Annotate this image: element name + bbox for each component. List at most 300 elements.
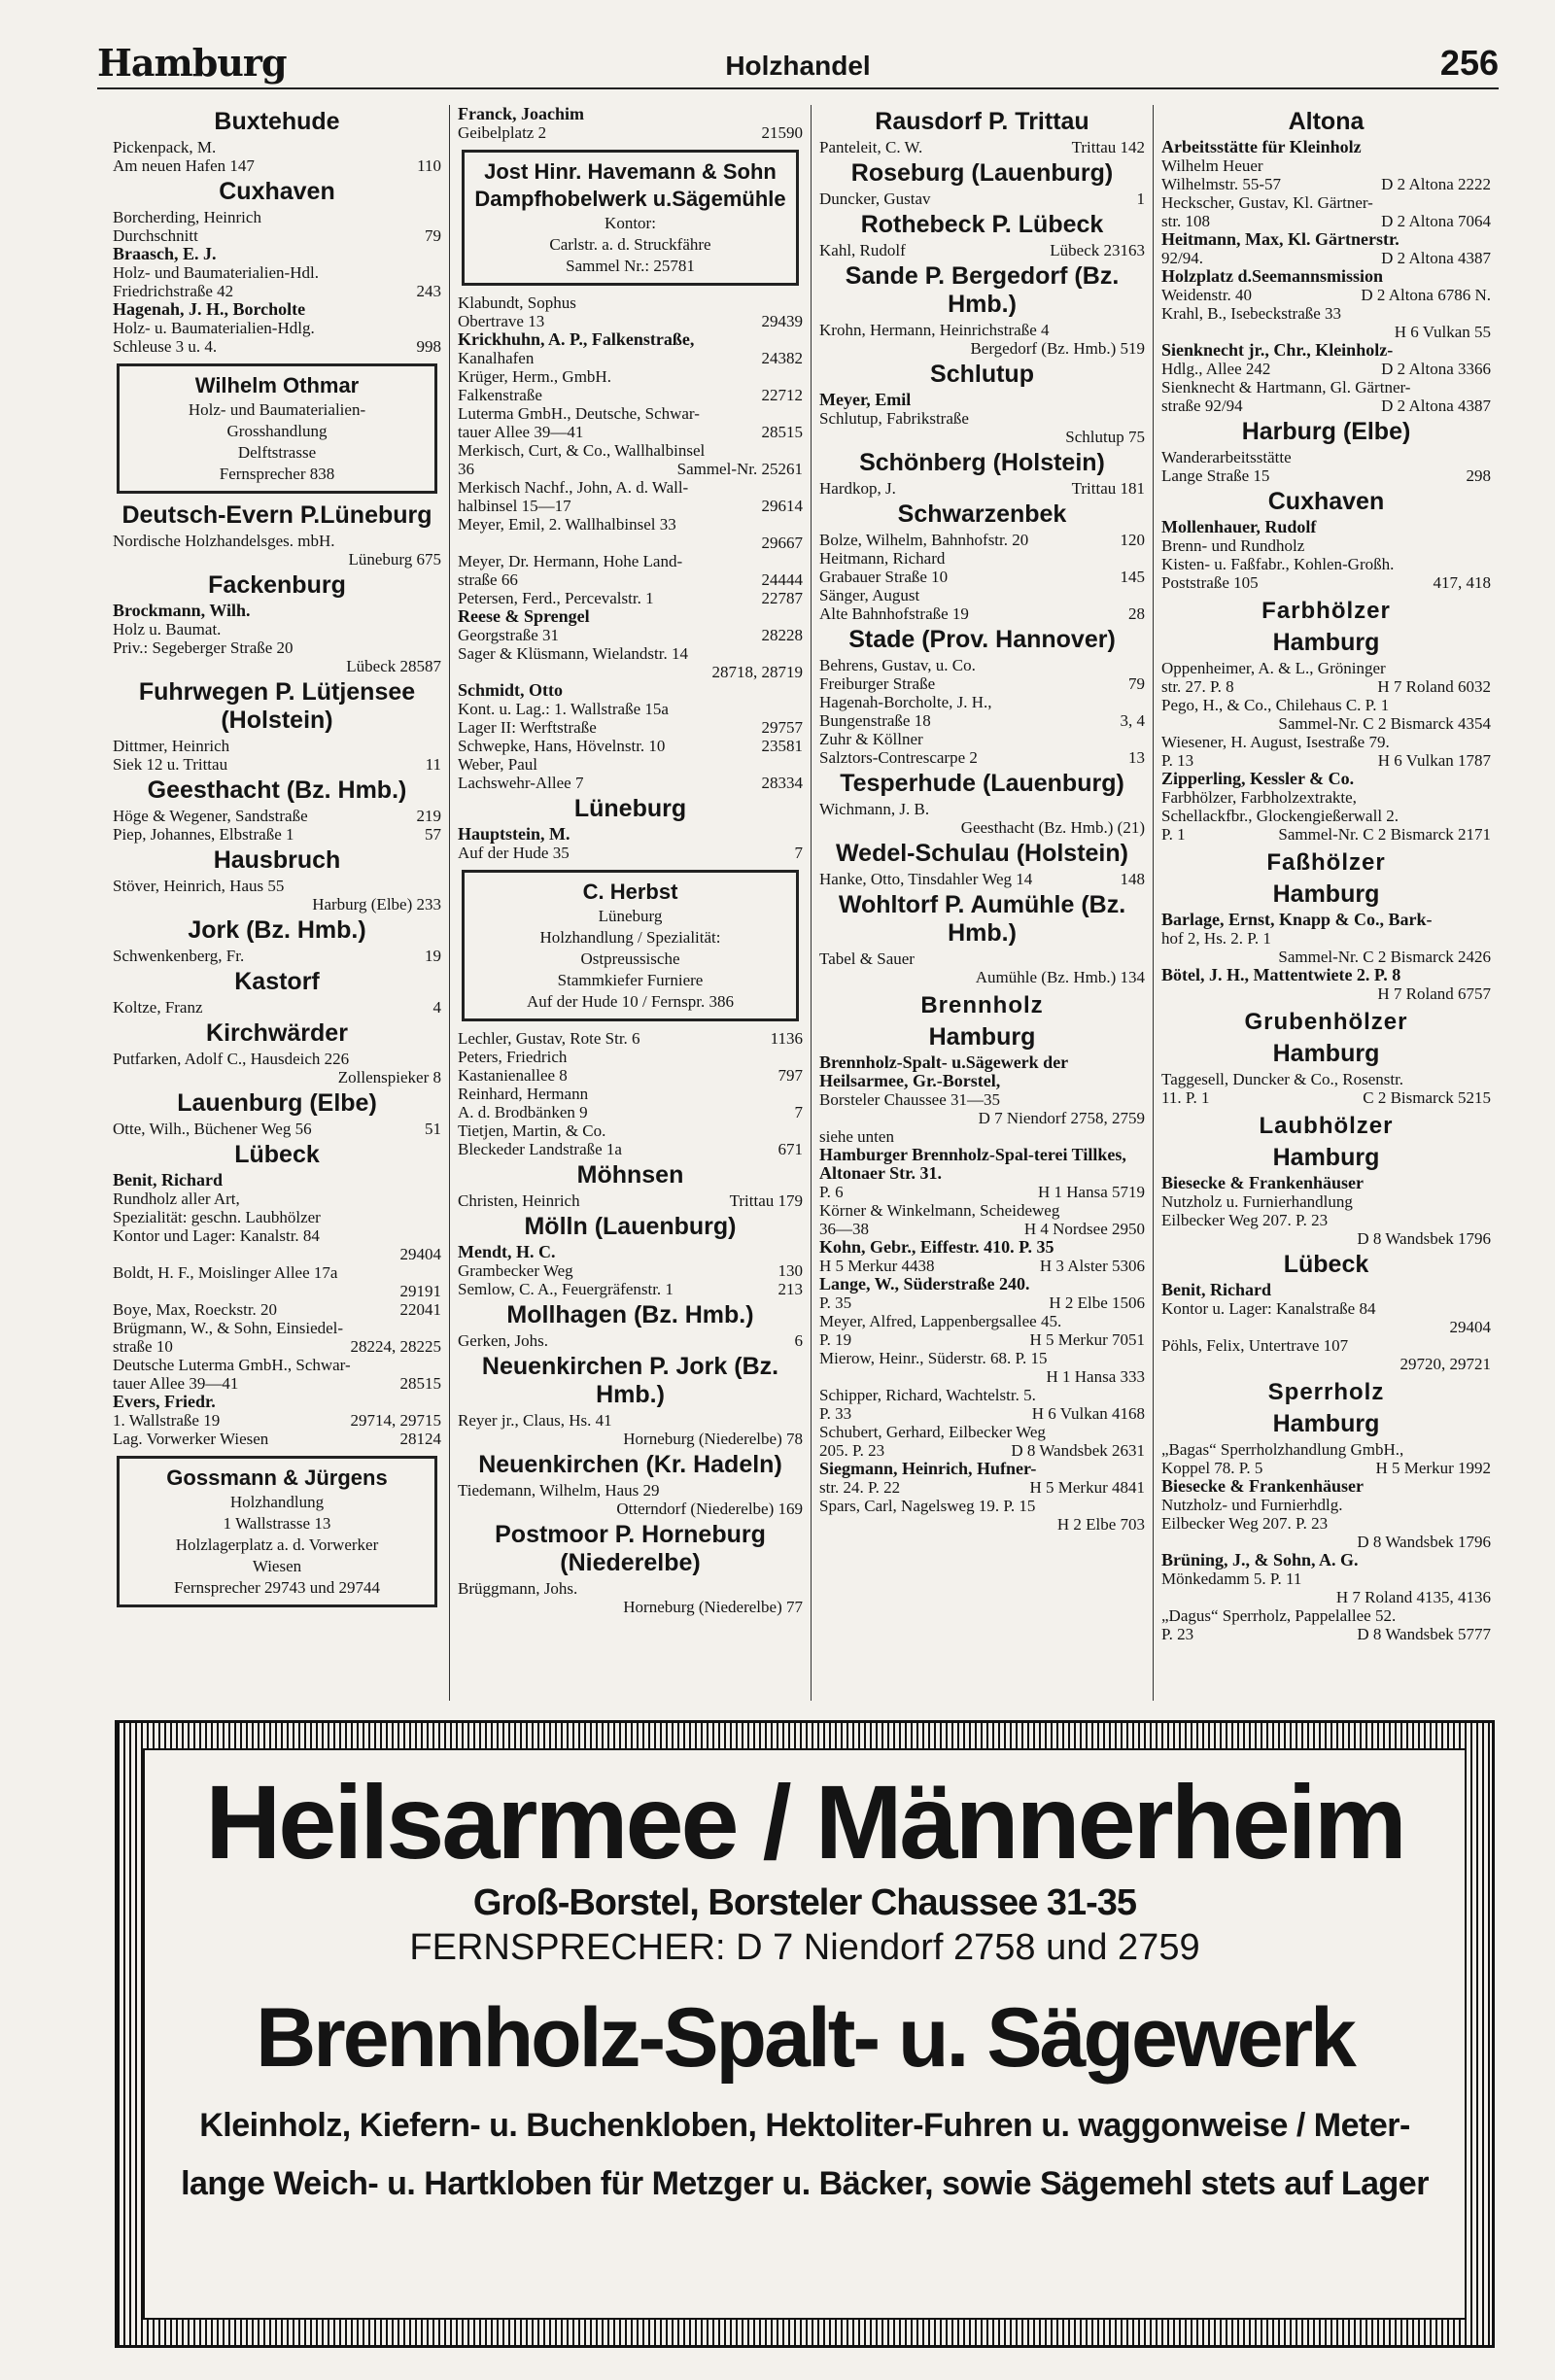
directory-entry <box>458 312 803 330</box>
running-head-section: Holzhandel <box>725 51 871 81</box>
entry-phone <box>1485 1551 1491 1569</box>
entry-phone: 28224, 28225 <box>350 1337 441 1356</box>
column-3 <box>811 105 1153 1701</box>
entry-name: Koltze, Franz <box>113 998 203 1017</box>
entry-phone: Horneburg (Niederelbe) 78 <box>623 1430 803 1448</box>
directory-entry <box>113 877 441 895</box>
ad-line: Stammkiefer Furniere <box>557 971 704 989</box>
ad-headline: Heilsarmee / Männerheim <box>205 1763 1404 1880</box>
place-heading: Möhnsen <box>576 1161 684 1189</box>
category-heading: Brennholz <box>920 992 1044 1018</box>
entry-name: siehe unten <box>819 1127 894 1146</box>
directory-entry <box>458 1598 803 1616</box>
entry-name <box>1161 1588 1330 1606</box>
entry-name: Wilhelmstr. 55-57 <box>1161 175 1282 193</box>
directory-entry <box>819 818 1145 837</box>
directory-entry <box>819 1515 1145 1534</box>
advertisement-box <box>462 870 799 1021</box>
entry-phone: Lüneburg 675 <box>348 550 441 569</box>
entry-name: Hauptstein, M. <box>458 824 570 844</box>
advertisement-body <box>143 1748 1467 2320</box>
entry-phone <box>1485 788 1491 807</box>
place-heading: Tesperhude (Lauenburg) <box>840 770 1124 797</box>
entry-name: 205. P. 23 <box>819 1441 885 1460</box>
directory-entry <box>458 367 803 386</box>
directory-entry <box>1161 1318 1491 1336</box>
directory-entry <box>458 570 803 589</box>
directory-entry <box>1161 825 1491 844</box>
directory-entry <box>819 138 1145 156</box>
entry-phone <box>1485 1192 1491 1211</box>
directory-entry <box>1161 1551 1491 1569</box>
entry-phone: 417, 418 <box>1433 573 1491 592</box>
entry-phone <box>1139 949 1145 968</box>
entry-name: Brennholz-Spalt- u.Sägewerk der Heilsarmee, Gr.-Borstel, <box>819 1052 1068 1090</box>
directory-entry <box>458 497 803 515</box>
entry-phone: 28228 <box>761 626 803 644</box>
directory-entry <box>113 282 441 300</box>
directory-entry <box>1161 1070 1491 1088</box>
place-heading: Altona <box>1288 108 1365 135</box>
directory-entry <box>458 1411 803 1430</box>
directory-entry <box>458 718 803 737</box>
entry-phone <box>1139 321 1145 339</box>
directory-entry <box>458 293 803 312</box>
directory-entry <box>113 319 441 337</box>
entry-name: Lachswehr-Allee 7 <box>458 774 584 792</box>
entry-name: Pöhls, Felix, Untertrave 107 <box>1161 1336 1349 1355</box>
entry-phone: 28515 <box>399 1374 441 1393</box>
directory-entry <box>1161 1355 1491 1373</box>
directory-entry <box>113 208 441 226</box>
entry-phone: 28718, 28719 <box>711 663 803 681</box>
ad-line: Holzhandlung <box>229 1493 325 1511</box>
entry-name: Auf der Hude 35 <box>458 844 570 862</box>
directory-entry <box>458 1066 803 1085</box>
place-heading: Postmoor P. Horneburg (Niederelbe) <box>495 1521 766 1576</box>
entry-phone <box>1139 1497 1145 1515</box>
directory-entry <box>819 800 1145 818</box>
directory-entry <box>458 1085 803 1103</box>
ad-business: Brennholz-Spalt- u. Sägewerk <box>256 1991 1354 2085</box>
entry-name <box>113 1068 332 1087</box>
entry-name: Zipperling, Kessler & Co. <box>1161 769 1355 788</box>
entry-name: 1. Wallstraße 19 <box>113 1411 221 1430</box>
place-heading: Fuhrwegen P. Lütjensee (Holstein) <box>138 678 416 734</box>
entry-name: Boye, Max, Roeckstr. 20 <box>113 1300 278 1319</box>
place-heading: Harburg (Elbe) <box>1241 418 1411 445</box>
directory-entry <box>819 1312 1145 1330</box>
directory-entry <box>819 1127 1145 1146</box>
entry-phone <box>1139 1238 1145 1257</box>
entry-phone <box>1485 341 1491 360</box>
directory-entry <box>1161 466 1491 485</box>
entry-name: Am neuen Hafen 147 <box>113 156 255 175</box>
entry-name: Bötel, J. H., Mattentwiete 2. P. 8 <box>1161 965 1401 984</box>
entry-name: Hdlg., Allee 242 <box>1161 360 1271 378</box>
entry-name <box>819 1109 973 1127</box>
entry-phone <box>1485 193 1491 212</box>
entry-phone <box>1139 1460 1145 1478</box>
directory-entry <box>1161 911 1491 929</box>
directory-entry <box>1161 378 1491 397</box>
directory-entry <box>113 807 441 825</box>
place-heading: Kirchwärder <box>206 1019 348 1047</box>
entry-phone: H 7 Roland 6757 <box>1377 984 1491 1003</box>
entry-phone <box>1485 659 1491 677</box>
directory-entry <box>1161 948 1491 966</box>
entry-phone <box>797 441 803 460</box>
entry-name: Semlow, C. A., Feuergräfenstr. 1 <box>458 1280 674 1298</box>
entry-phone <box>435 300 441 319</box>
entry-name: Luterma GmbH., Deutsche, Schwar- <box>458 404 700 423</box>
entry-name: str. 24. P. 22 <box>819 1478 901 1497</box>
ad-line: Fernsprecher 838 <box>219 465 335 483</box>
entry-name: Krahl, B., Isebeckstraße 33 <box>1161 304 1342 323</box>
directory-entry <box>1161 1440 1491 1459</box>
directory-entry <box>458 825 803 844</box>
place-heading: Cuxhaven <box>1267 488 1385 515</box>
ad-products-line-1: Kleinholz, Kiefern- u. Buchenkloben, Hektoliter-Fuhren u. waggonweise / Meter- <box>199 2107 1410 2144</box>
ad-line: Holz- und Baumaterialien- <box>188 400 366 419</box>
entry-phone: H 2 Elbe 1506 <box>1049 1293 1145 1312</box>
place-heading: Mollhagen (Bz. Hmb.) <box>506 1301 754 1328</box>
entry-phone <box>1139 409 1145 428</box>
entry-name: P. 33 <box>819 1404 852 1423</box>
advertisement-box <box>117 363 437 494</box>
entry-name: Borcherding, Heinrich <box>113 208 261 226</box>
entry-phone <box>1139 1386 1145 1404</box>
directory-columns <box>105 105 1499 1701</box>
place-heading: Hamburg <box>1272 1410 1380 1437</box>
entry-name <box>1161 948 1272 966</box>
directory-entry <box>1161 1496 1491 1514</box>
entry-name: straße 10 <box>113 1337 173 1356</box>
entry-name: Kisten- u. Faßfabr., Kohlen-Großh. <box>1161 555 1395 573</box>
entry-phone <box>1139 1312 1145 1330</box>
directory-entry <box>819 1053 1145 1090</box>
entry-name: Weidenstr. 40 <box>1161 286 1253 304</box>
entry-phone: 28334 <box>761 774 803 792</box>
entry-phone: D 8 Wandsbek 2631 <box>1011 1441 1145 1460</box>
entry-phone <box>1139 1127 1145 1146</box>
directory-entry <box>819 949 1145 968</box>
ad-line: Wiesen <box>252 1557 302 1575</box>
entry-phone <box>797 1481 803 1500</box>
entry-name: Reyer jr., Claus, Hs. 41 <box>458 1411 612 1430</box>
entry-name: Kont. u. Lag.: 1. Wallstraße 15a <box>458 700 669 718</box>
entry-name: Brockmann, Wilh. <box>113 601 251 620</box>
directory-entry <box>819 1238 1145 1257</box>
entry-name <box>458 1430 617 1448</box>
entry-name: Sienknecht & Hartmann, Gl. Gärtner- <box>1161 378 1411 397</box>
column-1 <box>105 105 449 1701</box>
entry-name: Spars, Carl, Nagelsweg 19. P. 15 <box>819 1497 1036 1515</box>
directory-entry <box>458 552 803 570</box>
directory-entry <box>819 711 1145 730</box>
entry-name: Wilhelm Heuer <box>1161 156 1263 175</box>
entry-phone: H 6 Vulkan 55 <box>1394 323 1491 341</box>
entry-phone: H 6 Vulkan 4168 <box>1031 1404 1145 1423</box>
directory-entry <box>458 478 803 497</box>
entry-phone: Aumühle (Bz. Hmb.) 134 <box>975 968 1145 986</box>
ad-products-line-2: lange Weich- u. Hartkloben für Metzger u. Bäcker, sowie Sägemehl stets auf Lager <box>181 2165 1429 2202</box>
entry-name: str. 27. P. 8 <box>1161 677 1234 696</box>
entry-name: 92/94. <box>1161 249 1203 267</box>
entry-name: straße 66 <box>458 570 518 589</box>
ad-line: Carlstr. a. d. Struckfähre <box>549 235 711 254</box>
directory-entry <box>458 1481 803 1500</box>
entry-phone: 7 <box>794 844 803 862</box>
entry-name: Hardkop, J. <box>819 479 896 498</box>
directory-entry <box>113 1050 441 1068</box>
page-header <box>97 39 1499 89</box>
directory-entry <box>113 1068 441 1087</box>
entry-phone: 22787 <box>761 589 803 607</box>
entry-phone <box>797 1085 803 1103</box>
entry-name: Bleckeder Landstraße 1a <box>458 1140 622 1158</box>
directory-entry <box>113 1208 441 1226</box>
entry-phone: 6 <box>794 1331 803 1350</box>
ad-line: Delftstrasse <box>237 443 317 462</box>
entry-name: Krohn, Hermann, Heinrichstraße 4 <box>819 321 1050 339</box>
entry-name: halbinsel 15—17 <box>458 497 571 515</box>
entry-name: Klabundt, Sophus <box>458 293 576 312</box>
directory-entry <box>458 105 803 123</box>
ad-title: Wilhelm Othmar <box>194 373 360 397</box>
entry-phone: 22041 <box>399 1300 441 1319</box>
directory-entry <box>113 1374 441 1393</box>
directory-entry <box>113 1245 441 1263</box>
entry-phone: Harburg (Elbe) 233 <box>312 895 441 914</box>
entry-name: Kohn, Gebr., Eiffestr. 410. P. 35 <box>819 1237 1054 1257</box>
directory-entry <box>113 657 441 675</box>
entry-phone <box>797 681 803 700</box>
entry-name: Kontor u. Lager: Kanalstraße 84 <box>1161 1299 1376 1318</box>
advertisement-box <box>462 150 799 286</box>
place-heading: Hamburg <box>1272 1144 1380 1171</box>
entry-phone: 145 <box>1120 568 1145 586</box>
directory-entry <box>1161 1514 1491 1533</box>
entry-name: Wanderarbeitsstätte <box>1161 448 1292 466</box>
entry-name: Arbeitsstätte für Kleinholz <box>1161 137 1362 156</box>
entry-name: Kontor und Lager: Kanalstr. 84 <box>113 1226 320 1245</box>
place-heading: Hamburg <box>1272 880 1380 908</box>
place-heading: Rothebeck P. Lübeck <box>860 211 1104 238</box>
place-heading: Jork (Bz. Hmb.) <box>188 916 366 944</box>
directory-entry <box>1161 286 1491 304</box>
entry-phone: 29404 <box>399 1245 441 1263</box>
entry-phone <box>797 1411 803 1430</box>
directory-entry <box>113 755 441 774</box>
entry-phone <box>1485 1336 1491 1355</box>
entry-name: Borsteler Chaussee 31—35 <box>819 1090 1001 1109</box>
directory-entry <box>1161 1477 1491 1496</box>
directory-entry <box>1161 1588 1491 1606</box>
ad-title: Gossmann & Jürgens <box>166 1466 388 1490</box>
directory-entry <box>819 1090 1145 1109</box>
entry-name: Brügmann, W., & Sohn, Einsiedel- <box>113 1319 344 1337</box>
directory-entry <box>819 1183 1145 1201</box>
entry-phone: 148 <box>1120 870 1145 888</box>
entry-name <box>458 1598 617 1616</box>
directory-entry <box>458 774 803 792</box>
entry-phone: 13 <box>1128 748 1145 767</box>
place-heading: Neuenkirchen (Kr. Hadeln) <box>478 1451 782 1478</box>
entry-name: Tiedemann, Wilhelm, Haus 29 <box>458 1481 660 1500</box>
entry-phone: Trittau 181 <box>1071 479 1145 498</box>
directory-entry <box>458 460 803 478</box>
place-heading: Hausbruch <box>213 846 341 874</box>
category-heading: Farbhölzer <box>1261 598 1391 624</box>
entry-phone: 23581 <box>761 737 803 755</box>
entry-phone: D 8 Wandsbek 5777 <box>1357 1625 1491 1643</box>
directory-entry <box>458 1579 803 1598</box>
entry-name: Kahl, Rudolf <box>819 241 906 259</box>
entry-name: Merkisch, Curt, & Co., Wallhalbinsel <box>458 441 706 460</box>
entry-name: Petersen, Ferd., Percevalstr. 1 <box>458 589 654 607</box>
directory-entry <box>819 693 1145 711</box>
directory-entry <box>113 1263 441 1282</box>
directory-entry <box>113 138 441 156</box>
entry-name: Zuhr & Köllner <box>819 730 923 748</box>
entry-name: Nordische Holzhandelsges. mbH. <box>113 532 335 550</box>
entry-phone: Sammel-Nr. 25261 <box>676 460 803 478</box>
place-heading: Lüneburg <box>573 795 687 822</box>
place-heading: Wohltorf P. Aumühle (Bz. Hmb.) <box>838 891 1126 947</box>
entry-phone: 671 <box>778 1140 803 1158</box>
directory-entry <box>1161 1299 1491 1318</box>
entry-name: Franck, Joachim <box>458 105 584 123</box>
entry-phone <box>435 208 441 226</box>
directory-entry <box>1161 966 1491 984</box>
entry-name: Lechler, Gustav, Rote Str. 6 <box>458 1029 640 1048</box>
entry-phone: 213 <box>778 1280 803 1298</box>
directory-entry <box>113 300 441 319</box>
entry-name: Heckscher, Gustav, Kl. Gärtner- <box>1161 193 1373 212</box>
directory-entry <box>819 1423 1145 1441</box>
entry-phone: 998 <box>416 337 441 356</box>
entry-name: Biesecke & Frankenhäuser <box>1161 1173 1364 1192</box>
directory-entry <box>113 337 441 356</box>
entry-phone <box>435 263 441 282</box>
entry-name <box>458 534 756 552</box>
entry-name: P. 6 <box>819 1183 844 1201</box>
entry-name <box>819 428 1059 446</box>
entry-name: Höge & Wegener, Sandstraße <box>113 807 308 825</box>
entry-phone <box>1485 966 1491 984</box>
entry-name <box>1161 1533 1351 1551</box>
entry-name: tauer Allee 39—41 <box>113 1374 239 1393</box>
entry-phone: 219 <box>416 807 441 825</box>
directory-entry <box>819 321 1145 339</box>
entry-phone: 1136 <box>770 1029 803 1048</box>
directory-entry <box>1161 536 1491 555</box>
directory-entry <box>113 1120 441 1138</box>
entry-phone <box>1139 1275 1145 1293</box>
entry-phone <box>1485 696 1491 714</box>
entry-name: Farbhölzer, Farbholzextrakte, <box>1161 788 1357 807</box>
entry-phone <box>1139 800 1145 818</box>
entry-phone: H 5 Merkur 1992 <box>1375 1459 1491 1477</box>
entry-name: Piep, Johannes, Elbstraße 1 <box>113 825 294 844</box>
entry-name: Hagenah, J. H., Borcholte <box>113 299 306 319</box>
entry-phone <box>1139 391 1145 409</box>
category-heading: Sperrholz <box>1267 1379 1385 1405</box>
entry-phone <box>1485 770 1491 788</box>
entry-phone: 120 <box>1120 531 1145 549</box>
entry-name: Biesecke & Frankenhäuser <box>1161 1476 1364 1496</box>
entry-phone <box>435 1319 441 1337</box>
entry-name <box>1161 984 1371 1003</box>
entry-phone: D 2 Altona 6786 N. <box>1361 286 1491 304</box>
entry-name: Grabauer Straße 10 <box>819 568 949 586</box>
directory-entry <box>458 534 803 552</box>
directory-entry <box>1161 304 1491 323</box>
entry-name: Schwenkenberg, Fr. <box>113 947 245 965</box>
entry-name: Spezialität: geschn. Laubhölzer <box>113 1208 321 1226</box>
directory-entry <box>819 1220 1145 1238</box>
directory-entry <box>458 330 803 349</box>
entry-phone <box>1139 1146 1145 1183</box>
entry-phone <box>1485 448 1491 466</box>
directory-entry <box>458 1048 803 1066</box>
directory-entry <box>819 391 1145 409</box>
entry-phone: 21590 <box>761 123 803 142</box>
category-heading: Faßhölzer <box>1266 849 1386 876</box>
directory-entry <box>458 1029 803 1048</box>
entry-phone <box>1485 911 1491 929</box>
entry-name: Hagenah-Borcholte, J. H., <box>819 693 992 711</box>
directory-entry <box>1161 138 1491 156</box>
entry-name: Boldt, H. F., Moislinger Allee 17a <box>113 1263 338 1282</box>
entry-phone <box>435 1208 441 1226</box>
entry-phone: Horneburg (Niederelbe) 77 <box>623 1598 803 1616</box>
directory-entry <box>1161 677 1491 696</box>
directory-entry <box>1161 518 1491 536</box>
directory-entry <box>1161 1625 1491 1643</box>
entry-name: Schmidt, Otto <box>458 680 563 700</box>
entry-name: Christen, Heinrich <box>458 1191 580 1210</box>
category-heading: Grubenhölzer <box>1244 1009 1408 1035</box>
directory-entry <box>458 681 803 700</box>
directory-entry <box>1161 1281 1491 1299</box>
entry-name: Holz- und Baumaterialien-Hdl. <box>113 263 319 282</box>
directory-entry <box>458 349 803 367</box>
directory-entry <box>1161 249 1491 267</box>
entry-name: Lag. Vorwerker Wiesen <box>113 1430 269 1448</box>
entry-phone <box>435 532 441 550</box>
directory-entry <box>1161 714 1491 733</box>
entry-name: Behrens, Gustav, u. Co. <box>819 656 976 674</box>
entry-phone <box>435 1356 441 1374</box>
directory-entry <box>819 190 1145 208</box>
entry-phone: Sammel-Nr. C 2 Bismarck 2426 <box>1278 948 1491 966</box>
directory-entry <box>819 586 1145 604</box>
entry-name: Sager & Klüsmann, Wielandstr. 14 <box>458 644 688 663</box>
directory-entry <box>819 531 1145 549</box>
place-heading: Hamburg <box>1272 629 1380 656</box>
directory-entry <box>113 245 441 263</box>
directory-entry <box>819 656 1145 674</box>
directory-entry <box>819 1404 1145 1423</box>
directory-entry <box>458 1191 803 1210</box>
directory-entry <box>819 1460 1145 1478</box>
entry-phone: D 2 Altona 4387 <box>1381 249 1491 267</box>
directory-entry <box>458 737 803 755</box>
place-heading: Schwarzenbek <box>897 500 1067 528</box>
directory-entry <box>1161 193 1491 212</box>
